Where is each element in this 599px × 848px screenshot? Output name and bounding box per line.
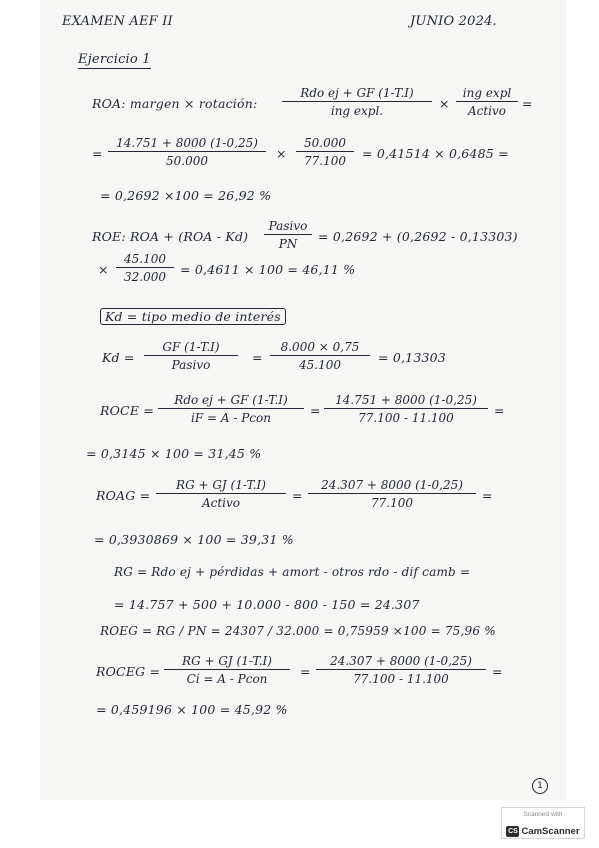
roa-frac4-num: 50.000	[304, 136, 346, 150]
roag-fraction	[156, 478, 286, 510]
roa-frac3-num: 14.751 + 8000 (1-0,25)	[116, 136, 258, 150]
roe-times: ×	[98, 262, 109, 277]
roceg-label: ROCEG =	[96, 664, 161, 679]
roce-frac-den: iF = A - Pcon	[191, 411, 271, 426]
kd-frac-den: Pasivo	[171, 358, 211, 373]
roa-frac2-den: Activo	[467, 104, 507, 119]
roa-fraction-3	[108, 136, 266, 168]
kd-frac2-den: 45.100	[299, 358, 341, 373]
scanned-with-text: Scanned with	[523, 811, 563, 818]
roce-frac2-den: 77.100 - 11.100	[358, 411, 454, 426]
roa-fraction-1	[282, 86, 432, 118]
roceg-equals: =	[300, 664, 311, 679]
roa-times-2: ×	[276, 146, 287, 161]
exercise-title: Ejercicio 1	[78, 52, 151, 67]
roe-result: = 0,4611 × 100 = 46,11 %	[180, 262, 356, 277]
camscanner-brand	[506, 826, 579, 837]
exam-date: JUNIO 2024.	[410, 14, 497, 29]
kd-label: Kd =	[102, 350, 135, 365]
page-number: 1	[532, 778, 548, 794]
roa-label: ROA: margen × rotación:	[92, 96, 258, 111]
roce-frac2-num: 14.751 + 8000 (1-0,25)	[335, 393, 477, 407]
roe-frac2-den: 32.000	[124, 270, 166, 285]
rg-calculation: = 14.757 + 500 + 10.000 - 800 - 150 = 24.307	[114, 597, 420, 612]
roa-calc: = 0,41514 × 0,6485 =	[362, 146, 509, 161]
roag-label: ROAG =	[96, 488, 151, 503]
kd-frac2-num: 8.000 × 0,75	[280, 340, 360, 354]
roa-times: ×	[439, 96, 450, 111]
roe-calc: = 0,2692 + (0,2692 - 0,13303)	[318, 229, 518, 244]
roag-frac-den: Activo	[201, 496, 241, 511]
roce-equals: =	[310, 403, 321, 418]
roe-frac2-num: 45.100	[124, 252, 166, 266]
roeg-line: ROEG = RG / PN = 24307 / 32.000 = 0,75959 ×100 = 75,96 %	[100, 624, 496, 638]
roceg-frac2-den: 77.100 - 11.100	[353, 672, 449, 687]
roceg-frac2-num: 24.307 + 8000 (1-0,25)	[330, 654, 472, 668]
roe-fraction	[264, 219, 312, 251]
exam-title: EXAMEN AEF II	[62, 14, 173, 29]
roa-frac4-den: 77.100	[304, 154, 346, 169]
roag-result: = 0,3930869 × 100 = 39,31 %	[94, 532, 294, 547]
roag-frac-num: RG + GJ (1-T.I)	[176, 478, 266, 492]
roe-fraction-2	[116, 252, 174, 284]
roce-label: ROCE =	[100, 403, 154, 418]
roceg-fraction-2	[316, 654, 486, 686]
roag-equals-2: =	[482, 488, 493, 503]
camscanner-logo-icon: CS	[508, 828, 518, 835]
roa-frac1-num: Rdo ej + GF (1-T.I)	[300, 86, 414, 100]
roa-frac2-num: ing expl	[462, 86, 512, 100]
kd-fraction	[144, 340, 238, 372]
roag-equals: =	[292, 488, 303, 503]
roa-lead-equals: =	[92, 146, 103, 161]
roe-label: ROE: ROA + (ROA - Kd)	[92, 229, 249, 244]
roag-frac2-den: 77.100	[371, 496, 413, 511]
roce-fraction	[158, 393, 304, 425]
kd-result: = 0,13303	[378, 350, 446, 365]
roceg-frac-num: RG + GJ (1-T.I)	[182, 654, 272, 668]
roce-result: = 0,3145 × 100 = 31,45 %	[86, 446, 262, 461]
roce-equals-2: =	[494, 403, 505, 418]
roe-frac-num: Pasivo	[268, 219, 308, 233]
roa-frac1-den: ing expl.	[330, 104, 384, 119]
roag-fraction-2	[308, 478, 476, 510]
roa-equals: =	[522, 96, 533, 111]
kd-equals: =	[252, 350, 263, 365]
kd-fraction-2	[270, 340, 370, 372]
roce-frac-num: Rdo ej + GF (1-T.I)	[174, 393, 288, 407]
roceg-equals-2: =	[492, 664, 503, 679]
roa-frac3-den: 50.000	[166, 154, 208, 169]
roa-fraction-4	[296, 136, 354, 168]
camscanner-watermark	[501, 807, 585, 839]
roe-frac-den: PN	[278, 237, 298, 252]
kd-frac-num: GF (1-T.I)	[162, 340, 220, 354]
roceg-frac-den: Ci = A - Pcon	[186, 672, 268, 687]
roag-frac2-num: 24.307 + 8000 (1-0,25)	[321, 478, 463, 492]
roce-fraction-2	[324, 393, 488, 425]
roceg-result: = 0,459196 × 100 = 45,92 %	[96, 702, 288, 717]
kd-definition-box: Kd = tipo medio de interés	[100, 308, 286, 325]
roceg-fraction	[164, 654, 290, 686]
roa-result: = 0,2692 ×100 = 26,92 %	[100, 188, 272, 203]
roa-fraction-2	[456, 86, 518, 118]
notebook-page	[40, 0, 566, 800]
camscanner-name: CamScanner	[521, 826, 580, 837]
rg-definition: RG = Rdo ej + pérdidas + amort - otros rdo - dif camb =	[114, 565, 471, 579]
